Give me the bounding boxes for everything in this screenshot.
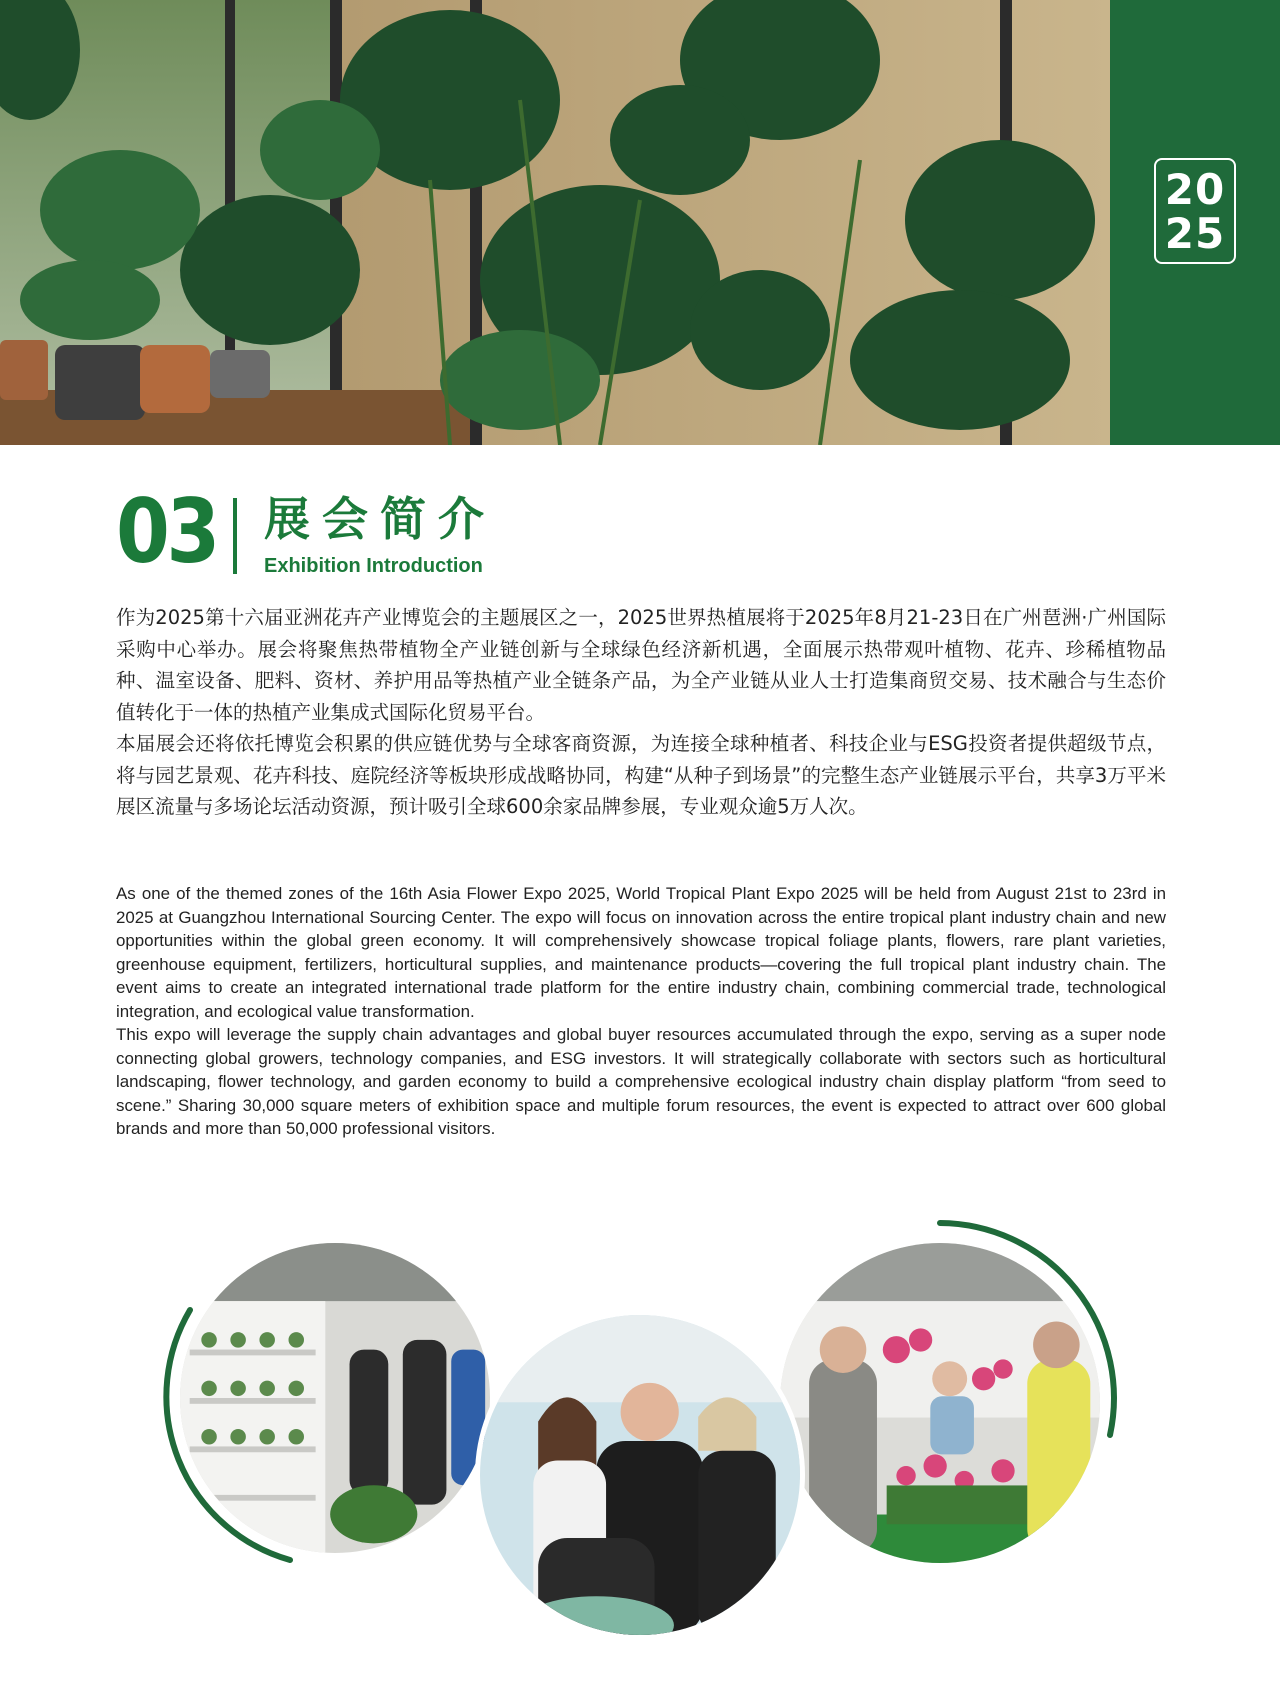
section-divider: [233, 498, 237, 574]
intro-cn: [116, 602, 1166, 823]
flower-booth-photo: [780, 1243, 1100, 1563]
exhibition-booth-photo-1: [175, 1238, 495, 1558]
intro-en: [116, 882, 1166, 1141]
year-badge: [1154, 158, 1236, 264]
section-number: 03: [116, 480, 217, 583]
intro-cn-paragraph-2: 本届展会还将依托博览会积累的供应链优势与全球客商资源，为连接全球种植者、科技企业与ESG投资者提供超级节点，将与园艺景观、花卉科技、庭院经济等板块形成战略协同，构建“从种子到场景”的完整生态产业链展示平台，共享3万平米展区流量与多场论坛活动资源，预计吸引全球600余家品牌参展，专业观众逾5万人次。: [116, 732, 1166, 818]
intro-en-paragraph-1: As one of the themed zones of the 16th Asia Flower Expo 2025, World Tropical Plant Expo 2025 will be held from August 21st to 23rd in 2025 at Guangzhou International Sourcing Center. The expo will focus on innovation across the entire tropical plant industry chain and new opportunities within the global green economy. It will comprehensively showcase tropical foliage plants, flowers, rare plant varieties, greenhouse equipment, fertilizers, horticultural supplies, and maintenance products—covering the full tropical plant industry chain. The event aims to create an integrated international trade platform for the entire industry chain, combining commercial trade, technological integration, and ecological value transformation.: [116, 884, 1166, 1021]
exhibition-visitors-photo-2: [475, 1310, 805, 1640]
hero-photo: [0, 0, 1110, 445]
section-title-en: Exhibition Introduction: [264, 555, 483, 577]
intro-en-paragraph-2: This expo will leverage the supply chain advantages and global buyer resources accumulated through the expo, serving as a super node connecting global growers, technology companies, and ESG investors. It will strategically collaborate with sectors such as horticultural landscaping, flower technology, and garden economy to build a comprehensive ecological industry chain display platform “from seed to scene.” Sharing 30,000 square meters of exhibition space and multiple forum resources, the event is expected to attract over 600 global brands and more than 50,000 professional visitors.: [116, 1025, 1166, 1138]
booth-shelves-photo: [180, 1243, 490, 1553]
monstera-plants-illustration: [0, 0, 1110, 445]
exhibition-flower-booth-photo-3: [775, 1238, 1105, 1568]
year-badge-line1: 20: [1164, 165, 1226, 214]
section-title-cn: 展会简介: [264, 492, 496, 546]
intro-cn-paragraph-1: 作为2025第十六届亚洲花卉产业博览会的主题展区之一，2025世界热植展将于2025年8月21-23日在广州琶洲·广州国际采购中心举办。展会将聚焦热带植物全产业链创新与全球绿色经济新机遇，全面展示热带观叶植物、花卉、珍稀植物品种、温室设备、肥料、资材、养护用品等热植产业全链条产品，为全产业链从业人士打造集商贸交易、技术融合与生态价值转化于一体的热植产业集成式国际化贸易平台。: [116, 606, 1166, 724]
visitors-talking-photo: [480, 1315, 800, 1635]
year-badge-line2: 25: [1164, 209, 1226, 258]
